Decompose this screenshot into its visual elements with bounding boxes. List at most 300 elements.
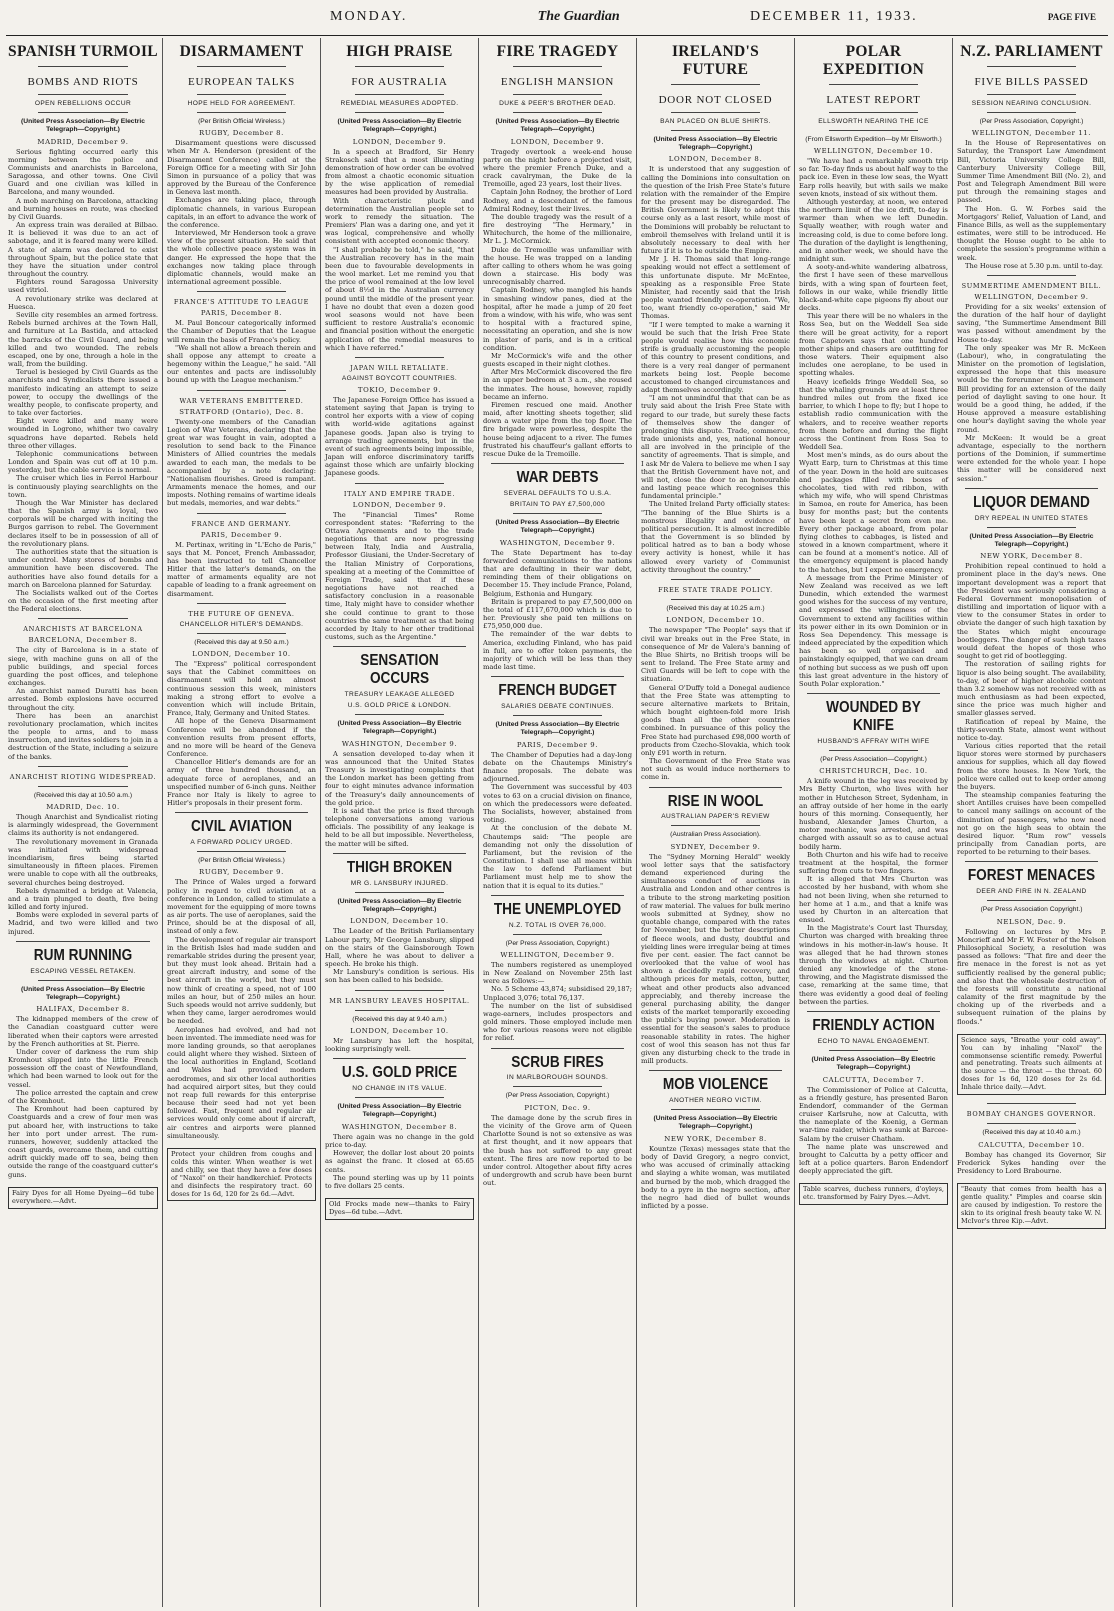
article-dateline: BARCELONA, December 8.: [28, 636, 138, 645]
article: [167, 603, 316, 807]
article-subhead: HUSBAND'S AFFRAY WITH WIFE: [817, 737, 930, 745]
article-headline: THIGH BROKEN: [346, 858, 453, 876]
article-paragraph: The pound sterling was up by 11 points to five dollars 25 cents.: [325, 1173, 474, 1190]
article-headline: FRENCH BUDGET: [498, 682, 617, 700]
article-paragraph: A knife wound in the leg was received by Mrs Betty Churton, who lives with her mother in Hutcheson Street, Sydenham, in an affray outside of her home in the early hours of this morning. Consequently, her husband, Alexander James Churton, a motor mechanic, was arrested, and was charged with assault so as to cause actual bodily harm.: [799, 777, 948, 851]
headline-rule: [513, 94, 602, 95]
article-paragraph: The revolutionary movement in Granada was initiated with widespread incendiarism, fires being started simultaneously in fifteen places. Firemen were unable to cope with all the outbreaks, several churches being destroyed.: [8, 837, 158, 887]
wire-credit: (United Press Association—By Electric Telegraph—Copyright.): [653, 1115, 778, 1131]
article-paragraph: The cruiser which lies in Ferrol Harbour is continuously playing searchlights on the town.: [8, 474, 158, 499]
article: [8, 766, 158, 936]
article-headline: JAPAN WILL RETALIATE.: [350, 363, 449, 372]
article-paragraph: Following on lectures by Mrs P. Moncrieff and Mr F. W. Foster of the Nelson Philosophical Society, a resolution was passed as follows: "That fire and deer the fire menace in the forest is not as yet sufficiently realised by the general public; and also that the wholesale destruction of the forests will constitute a national calamity of the first magnitude by the choking up of the riverbeds and a subsequent ruination of the plains by floods.": [957, 927, 1106, 1026]
article-paragraph: With characteristic pluck and determination the Australian people set to work to remedy the situation. The Premiers' Plan was a daring one, and yet it was logical, comprehensive and wholly consistent with accepted economic theory.: [325, 196, 474, 246]
article-paragraph: A revolutionary strike was declared at Huesca.: [8, 294, 158, 311]
article-paragraph: Under cover of darkness the rum ship Kromhout slipped into the little French possession off the coast of Newfoundland, which had been warned to look out for the vessel.: [8, 1047, 158, 1089]
article-headline: FRIENDLY ACTION: [812, 1016, 935, 1034]
article-subhead: NO CHANGE IN ITS VALUE.: [352, 1085, 447, 1093]
article-divider: [491, 895, 624, 896]
article-divider: [355, 483, 444, 484]
article-paragraph: Tragedy overtook a week-end house party on the night before a projected visit, where the premier French Duke, and a crack cavalryman, the Duke de la Tremoille, aged 23 years, lost their lives.: [483, 147, 632, 189]
wire-credit: (Australian Press Association).: [670, 831, 761, 839]
news-columns: [4, 38, 1110, 1607]
wire-credit: (United Press Association—By Electric Telegraph—Copyright.): [495, 721, 620, 737]
article: [483, 43, 632, 458]
article-dateline: TOKIO, December 9.: [357, 385, 442, 394]
credit-rule: [829, 1050, 918, 1051]
article: [325, 990, 474, 1054]
article-divider: [355, 990, 444, 991]
advertisement: "Beauty that comes from health has a gentle quality." Pimples and coarse skin are caused by indigestion. To restore the skin to its original fresh beauty take W. N. McIvor's three Kip.—Advt.: [957, 1183, 1106, 1229]
credit-rule: [197, 633, 286, 634]
article-subhead: OPEN REBELLIONS OCCUR: [34, 99, 132, 107]
article-headline: MOB VIOLENCE: [662, 1076, 769, 1094]
wire-credit: (United Press Association—By Electric Telegraph—Copyright.): [337, 719, 462, 736]
article-dateline: LONDON, December 10.: [192, 650, 291, 659]
article-headline: WAR VETERANS EMBITTERED.: [179, 396, 304, 405]
article-headline: U.S. GOLD PRICE: [341, 1064, 458, 1082]
article-divider: [987, 275, 1076, 276]
article-dateline: WASHINGTON, December 9.: [341, 739, 458, 748]
article-divider: [38, 618, 128, 619]
credit-rule: [355, 1010, 444, 1011]
article-deck: ENGLISH MANSION: [500, 75, 615, 88]
wire-credit: (United Press Association—By Electric Telegraph—Copyright.): [21, 117, 145, 134]
article-dateline: WELLINGTON, December 10.: [813, 147, 934, 155]
article-headline: SCRUB FIRES: [511, 1053, 604, 1071]
article-headline: N.Z. PARLIAMENT: [960, 43, 1103, 60]
article-headline: FRANCE AND GERMANY.: [191, 519, 292, 528]
wire-credit: (United Press Association—By Electric Telegraph—Copyright.): [337, 1103, 462, 1119]
article-dateline: WASHINGTON, December 8.: [341, 1122, 458, 1131]
article-headline: MR LANSBURY LEAVES HOSPITAL.: [329, 996, 470, 1005]
credit-rule: [671, 599, 760, 600]
article-dateline: NELSON, Dec. 9.: [996, 917, 1067, 926]
article-paragraph: The Kromhout had been captured by Coastguards and a crew of four men was put aboard her, with instructions to take her into port under arrest. The rum-runners, however, suddenly attacked the coast guards, overcame them, and cutting adrift quickly made off to sea, being then outside the range of the coastguard cutter's guns.: [8, 1105, 158, 1179]
wire-credit: (United Press Association—By Electric Telegraph—Copyright.): [969, 532, 1094, 548]
article-paragraph: The United Ireland Party officially states: "The banning of the Blue Shirts is a monstrous illegality and evidence of political persecution. It is almost incredible that the Government is so blinded by political hatred as to ban a body whose every activity is honest, while it has allowed every variety of Communist activity throughout the country.": [641, 500, 790, 574]
article-paragraph: Captain John Rodney, the brother of Lord Rodney, and a descendant of the famous Admiral Rodney, lost their lives.: [483, 188, 632, 213]
article-divider: [491, 1048, 624, 1049]
credit-rule: [513, 112, 602, 113]
headline-rule: [355, 94, 444, 95]
article-dateline: MADRID, December 9.: [37, 137, 129, 146]
article-paragraph: "I shall probably be told," he said, "that the Australian recovery has in the main been due to favourable developments in the wool market. Let me remind you that the price of wool remained at the low level of about 8½d in the Australian currency pound until the middle of the present year. I have no doubt that even a dozen good wool seasons would not have been sufficient to restore Australia's economic and financial position without the energetic application of the remedial measures to which I have referred.": [325, 245, 474, 352]
article-paragraph: In the Magistrate's Court last Thursday, Churton was charged with breaking three windows in his mother-in-law's house. It was alleged that he had thrown stones through the windows at night. Churton denied any knowledge of the stone-throwing, and the Magistrate dismissed the case, remarking at the same time, that there was evidently a good deal of feeling between the parties.: [799, 924, 948, 1006]
wire-credit: (Per British Official Wireless.): [198, 117, 285, 125]
article-subhead: AGAINST BOYCOTT COUNTRIES.: [341, 374, 458, 382]
article-paragraph: A mob marching on Barcelona, attacking and burning houses en route, was checked by Civil Guards.: [8, 196, 158, 221]
credit-rule: [513, 934, 602, 935]
article-paragraph: Heavy icefields fringe Weddell Sea, so that the whaling grounds are at least three hundred miles out from the fixed ice barrier, to which I hope to fly; but I hope to establish radio communication with the whalers, and to receive weather reports from them before and during the flight across the Continent from Ross Sea to Weddell Sea.: [799, 377, 948, 452]
wire-credit: (Received this day at 10.50 a.m.): [33, 791, 133, 799]
article-paragraph: The Japanese Foreign Office has issued a statement saying that Japan is trying to control her exports with a view of coping with world-wide agitations against Japanese goods. Japan also is trying to arrange trading agreements, but in the event of such agreements being impossible, Japan will enforce discriminatory tariffs against those which are unfairly blocking Japanese goods.: [325, 395, 474, 478]
advertisement: Science says, "Breathe your cold away". You can by inhaling "Naxol" the commonsense scientific remedy. Powerful and penetrating. Treats such ailments at the source — the throat — the throat. 60 doses for 1s 6d, 120 doses for 2s 6d. Inhale thrice daily.—Advt.: [957, 1034, 1106, 1095]
article-divider: [965, 861, 1098, 862]
article-divider: [197, 291, 286, 292]
article-paragraph: An anarchist named Duratti has been arrested. Bomb explosions have occurred throughout the city.: [8, 687, 158, 712]
headline-rule: [671, 84, 760, 85]
headline-rule: [987, 66, 1076, 67]
article-headline: ITALY AND EMPIRE TRADE.: [343, 489, 456, 498]
credit-rule: [197, 112, 286, 113]
article-paragraph: Mr Lansbury's condition is serious. His son has been called to his bedside.: [325, 968, 474, 985]
article: [325, 483, 474, 642]
wire-credit: (United Press Association—By Electric Telegraph—Copyright.): [495, 117, 620, 134]
article-paragraph: Though the War Minister has declared that the Spanish army is loyal, two corporals will be charged with inciting the Burgos garrison to rebel. The Government declares itself to be in possession of all of the revolutionary plans.: [8, 498, 158, 548]
article-headline: SPANISH TURMOIL: [8, 43, 158, 60]
article-paragraph: Both Churton and his wife had to receive treatment at the hospital, the former suffering from cuts to two fingers.: [799, 850, 948, 876]
headline-rule: [197, 94, 286, 95]
wire-credit: (Per Press Association, Copyright.): [505, 939, 610, 947]
article-paragraph: M. Paul Boncour categorically informed the Chamber of Deputies that the League will remain the basis of France's policy.: [167, 319, 316, 344]
article-paragraph: It is alleged that Mrs Churton was accosted by her husband, with whom she had not been living, when she returned to her home at 1 a.m., and that a knife was used by Churton in an altercation that ensued.: [799, 875, 948, 925]
article-paragraph: General O'Duffy told a Donegal audience that the Free State was attempting to secure alternative markets to Britain, which bought eighteen-fold more Irish goods than all the other countries combined. In pursuance of this policy the Free State had purchased £98,000 worth of products from Czecho-Slovakia, which took only £91 worth in return.: [641, 683, 790, 757]
article-paragraph: The police arrested the captain and crew of the Kromhout.: [8, 1088, 158, 1105]
wire-credit: (Received this day at 10.25 a.m.): [666, 604, 765, 612]
article-paragraph: Fighters round Saragossa University used vitriol.: [8, 278, 158, 295]
article-headline: SUMMERTIME AMENDMENT BILL.: [961, 281, 1102, 290]
article-dateline: NEW YORK, December 8.: [664, 1134, 767, 1143]
article-paragraph: The restoration of sailing rights for liquor is also being sought. The availability, to-day, of beer of higher alcoholic content than 3.2 somehow was not received with as much enthusiasm as had been expected, since the price was much higher and smaller glasses served.: [957, 660, 1106, 718]
article-paragraph: "We have had a remarkably smooth trip so far. To-day finds us about half way to the pack ice. Even in these low seas, the Wyatt Earp rolls heavily, but with sails we make seven knots, instead of six without them.: [799, 157, 948, 198]
credit-rule: [513, 513, 602, 514]
article-subhead: BAN PLACED ON BLUE SHIRTS.: [660, 117, 771, 125]
article-paragraph: The kidnapped members of the crew of the Canadian coastguard cutter were liberated when their captors were arrested by the French authorities at St. Pierre.: [8, 1015, 158, 1048]
wire-credit: (Per Press Association—Copyright.): [820, 755, 927, 763]
article-dateline: STRATFORD (Ontario), Dec. 8.: [179, 407, 304, 416]
article-paragraph: "We shall not allow a breach therein and shall oppose any attempt to create a hegemony within the League," he said. "All our ententes and pacts are indissolubly bound up with the League mechanism.": [167, 343, 316, 385]
article-paragraph: Although yesterday, at noon, we entered the northern limit of the ice drift, to-day is warmer than when we left Dunedin. Squally weather, with rough water and increasing cold, is due to come before long. The duration of the daylight is lengthening, and in another week, we should have the midnight sun.: [799, 197, 948, 264]
wire-credit: (United Press Association—By Electric Telegraph—Copyright.): [811, 1055, 936, 1072]
article-divider: [333, 646, 466, 647]
article-dateline: CHRISTCHURCH, Dec. 10.: [819, 767, 928, 776]
article-divider: [807, 693, 940, 694]
article-deck: LATEST REPORT: [826, 93, 921, 106]
article-divider: [16, 941, 150, 942]
article-paragraph: No. 5 Scheme 43,874; subsidised 29,187; Unplaced 3,076; total 76,137.: [483, 985, 632, 1002]
article-paragraph: There has been an anarchist revolutionary proclamation, which incites the people to arms, and to mass insurrection, and invites soldiers to join in a destruction of the State, including a seizure of the banks.: [8, 711, 158, 761]
credit-rule: [38, 786, 128, 787]
article-divider: [333, 853, 466, 854]
credit-rule: [671, 130, 760, 131]
article-paragraph: An express train was derailed at Bilbao. It is believed it was due to an act of sabotage, and it is feared many were killed. A state of alarm was declared to exist throughout Spain, but the police state that they have the situation under control throughout the country.: [8, 221, 158, 279]
article: [325, 853, 474, 985]
headline-rule: [513, 66, 602, 67]
article-subhead-2: U.S. GOLD PRICE & LONDON.: [347, 701, 452, 709]
wire-credit: (United Press Association—By Electric Telegraph—Copyright.): [21, 985, 145, 1001]
credit-rule: [38, 980, 128, 981]
article-paragraph: The Chamber of Deputies had a day-long debate on the Chautemps Ministry's finance proposals. The debate was adjourned.: [483, 750, 632, 784]
article-paragraph: Britain is prepared to pay £7,500,000 on the total of £117,670,000 which is due to her. Previously she paid ten millions on £75,950,000 due.: [483, 597, 632, 631]
article-dateline: PICTON, Dec. 9.: [524, 1103, 591, 1112]
credit-rule: [829, 130, 918, 131]
article-paragraph: There again was no change in the gold price to-day.: [325, 1132, 474, 1149]
wire-credit: (Per Press Association Copyright.): [980, 906, 1083, 914]
article-paragraph: Bombay has changed its Governor, Sir Frederick Sykes handing over the Presidency to Lord Brabourne.: [957, 1150, 1106, 1175]
article-paragraph: The authorities state that the situation is under control. Many stores of bombs and ammunition have been discovered. The authorities have also found details for a march on Barcelona planned for Saturday.: [8, 547, 158, 589]
article-paragraph: The newspaper "The People" says that if civil war breaks out in the Free State, in consequence of Mr de Valera's banning of the Blue Shirts, no British troops will be sent to Ireland. The Free State army and Civil Guards will be left to cope with the situation.: [641, 626, 790, 684]
article-divider: [197, 603, 286, 604]
wire-credit: (United Press Association—By Electric Telegraph—Copyright.): [653, 135, 778, 151]
article-paragraph: The double tragedy was the result of a fire destroying "The Hermary," in Whitechurch, the home of the millionaire, Mr L. J. McCormick.: [483, 212, 632, 246]
wire-credit: (Received this day at 9.50 a.m.): [194, 638, 289, 646]
article-paragraph: Chancellor Hitler's demands are for an army of three hundred thousand, an adequate force of aeroplanes, and an unspecified number of 6-inch guns. Neither France nor Italy is likely to agree to Hitler's proposals in their present form.: [167, 758, 316, 808]
credit-rule: [829, 750, 918, 751]
article-paragraph: The House rose at 5.30 p.m. until to-day.: [965, 261, 1104, 270]
article-paragraph: Serious fighting occurred early this morning between the police and Communists and anarchists in Barcelona, Saragossa, and other towns. One Civil Guard and one civilian was killed in Barcelona, and many wounded.: [8, 147, 158, 197]
headline-rule: [197, 66, 286, 67]
article-headline: THE UNEMPLOYED: [493, 900, 622, 918]
article: [799, 43, 948, 688]
article-paragraph: Mr Lansbury has left the hospital, looking surprisingly well.: [325, 1036, 474, 1054]
article-paragraph: M. Pertinax, writing in "L'Echo de Paris," says that M. Poncet, French Ambassador, has been instructed to tell Chancellor Hitler that the latter's demands, on the matter of armaments equality are not capable of leading to a frank agreement on disarmament.: [167, 540, 316, 598]
article-paragraph: The steamship companies featuring the short Antilles cruises have been compelled to cancel many sailings on account of the diminution of passengers, who now need not go on the high seas to obtain the desired liquor. "Rum row" vessels principally from Canadian ports, are reported to be returning to their bases.: [957, 791, 1106, 857]
article-headline: RUM RUNNING: [33, 946, 133, 964]
credit-rule: [513, 1086, 602, 1087]
credit-rule: [355, 112, 444, 113]
article-paragraph: Twenty-one members of the Canadian Legion of War Veterans, declaring that the great war was fought in vain, adopted a resolution to send back to the Finance Ministers of Allied countries the medals awarded to each man, the medals to be accompanied by a note declaring: "Nationalism flourishes. Greed is rampant. Armaments menace the homes, and our imposts. Nothing remains of wartime ideals but medals, memories, and war debts.": [167, 417, 316, 508]
article-paragraph: Ratification of repeal by Maine, the thirty-seventh State, almost went without notice to-day.: [957, 717, 1106, 742]
article-paragraph: Firemen rescued one maid. Another maid, after knotting sheets together, slid down a water pipe from the top floor. The fire brigade were powerless, despite the house being adjacent to a river. The fumes frustrated his chauffeur's gallant efforts to rescue Duke de la Tremoille.: [483, 400, 632, 458]
article-paragraph: The "Sydney Morning Herald" weekly wool letter says that the satisfactory demand experienced during the simultaneous conduct of auctions in Australia and London and other centres is a tribute to the strong marketing position of raw material. The values for bulk merino wools submitted at Sydney, show no quotable change, compared with the rates for November, but the better descriptions of fleece wools, and dusty, doubtful and yielding lines were irregular being at times five per cent. easier. The fact cannot be overlooked that the value of wool has shown a decidedly rapid recovery, and although prices for metals, cotton, butter, wheat and other products also advanced appreciably, and thereby increase the general purchasing ability, the danger exists of the market temporarily exceeding the public's buying power. Moderation is essential for the season's sales to produce reasonable stability in rates. The higher cost of wool this season has not thus far given any disturbing check to the trade in mill products.: [641, 852, 790, 1066]
article: [167, 513, 316, 598]
news-column-1: [4, 38, 162, 1607]
headline-rule: [829, 112, 918, 113]
article-divider: [491, 463, 624, 464]
article-headline: BOMBAY CHANGES GOVERNOR.: [966, 1110, 1097, 1119]
article-subhead: N.Z. TOTAL IS OVER 76,000.: [508, 921, 607, 929]
credit-rule: [987, 112, 1076, 113]
article-paragraph: The number on the list of subsidised wage-earners, includes prospectors and gold miners. Those employed include men who for various reasons were not eligible for relief.: [483, 1001, 632, 1043]
article-headline: LIQUOR DEMAND: [973, 493, 1090, 511]
article: [325, 1058, 474, 1190]
article-dateline: LONDON, December 9.: [510, 137, 605, 146]
article-divider: [355, 357, 444, 358]
article-paragraph: Duke de Tremoille was unfamiliar with the house. He was trapped on a landing after calling to others whom he was going down a staircase. His body was unrecognisably charred.: [483, 245, 632, 287]
article-paragraph: In the House of Representatives on Saturday, the Transport Law Amendment Bill, Victoria University College Bill, Canterbury University College Bill, Summer Time Amendment Bill (No. 2), and Post and Telegraph Amendment Bill were put through the remaining stages and passed.: [957, 139, 1106, 205]
article-divider: [197, 390, 286, 391]
article-dateline: WELLINGTON, December 9.: [974, 292, 1089, 301]
article-subhead: SESSION NEARING CONCLUSION.: [971, 99, 1092, 107]
article-subhead: CHANCELLOR HITLER'S DEMANDS.: [179, 620, 304, 628]
article-paragraph: A message from the Prime Minister of New Zealand was received as we left Dunedin, which extended the warmest good wishes for the success of my venture, and expressed the willingness of the Government to extend any facilities within its power either in its own Dominion or in Ross Sea Dependency. This message is indeed appreciated by the expedition which has been so well organised and painstakingly equipped, that we can dream of nothing but success as we push off upon this last great adventure in the history of South Polar exploration.": [799, 573, 948, 688]
article-deck: BOMBS AND RIOTS: [27, 75, 139, 88]
masthead-day: MONDAY.: [330, 9, 408, 24]
advertisement: Table scarves, duchess runners, d'oyleys, etc. transformed by Fairy Dyes.—Advt.: [799, 1183, 948, 1205]
credit-rule: [38, 112, 128, 113]
article: [799, 693, 948, 1006]
article-paragraph: The city of Barcelona is in a state of siege, with machine guns on all of the public buildings, and special forces guarding the post offices, and telephone exchanges.: [8, 646, 158, 688]
article-divider: [649, 787, 782, 788]
article-dateline: WELLINGTON, December 9.: [500, 950, 615, 959]
article-paragraph: Mr McKeen: It would be a great advantage, especially to the northern portions of the Dominion, if summertime were extended for the whole year. I hope this matter will be considered next session.": [957, 433, 1106, 483]
article-dateline: LONDON, December 8.: [668, 155, 763, 164]
headline-rule: [829, 84, 918, 85]
credit-rule: [671, 1109, 760, 1110]
article-dateline: WASHINGTON, December 9.: [499, 538, 616, 547]
article-headline: RISE IN WOOL: [667, 792, 764, 810]
article-headline: HIGH PRAISE: [346, 43, 453, 60]
article-deck: FOR AUSTRALIA: [351, 75, 448, 88]
article-deck: FIVE BILLS PASSED: [974, 75, 1089, 88]
article: [325, 43, 474, 352]
article-divider: [333, 1058, 466, 1059]
article: [8, 941, 158, 1179]
article-dateline: WELLINGTON, December 11.: [971, 129, 1092, 138]
article-paragraph: It is said that the price is fixed through telephone conversations among various officials. The possibility of any leakage is held to be all but impossible. Nevertheless, the matter will be sifted.: [325, 806, 474, 848]
masthead: [0, 0, 1114, 34]
article-paragraph: The Hon. G. W. Forbes said the Mortgagors' Relief, Valuation of Land, and Finance Bills, as well as the supplementary estimates, were still to be introduced. He thought the House ought to be able to complete the session's programme within a week.: [957, 204, 1106, 262]
article-paragraph: All hope of the Geneva Disarmament Conference will be abandoned if the convention results from present efforts, and no more will be heard of the Geneva Conference.: [167, 717, 316, 759]
article-subhead: IN MARLBOROUGH SOUNDS.: [506, 1074, 609, 1082]
news-column-6: [794, 38, 952, 1607]
masthead-page-number: PAGE FIVE: [1047, 12, 1096, 22]
article-divider: [197, 513, 286, 514]
article-paragraph: Teruel is besieged by Civil Guards as the anarchists and Syndicalists there issued a manifesto indicating an attempt to seize power, to occupy the dwellings of the wealthy people, to confiscate property, and to take over factories.: [8, 368, 158, 418]
article-dateline: LONDON, December 9.: [352, 137, 447, 146]
article: [483, 1048, 632, 1188]
article-deck: EUROPEAN TALKS: [188, 75, 295, 88]
article-subhead: SALARIES DEBATE CONTINUES.: [501, 703, 614, 711]
article: [167, 812, 316, 1140]
article-dateline: PARIS, December 9.: [516, 740, 599, 749]
article-paragraph: At the conclusion of the debate M. Chautemps said: "The people are demanding not only the dissolution of Parliament, but the revision of the Constitution. I shall use all means within the law to defend Parliament but Parliament must help me to show the nation that it is equal to its duties.": [483, 824, 632, 890]
article-divider: [965, 488, 1098, 489]
article-divider: [671, 579, 760, 580]
advertisement: Fairy Dyes for all Home Dyeing—6d tube everywhere.—Advt.: [8, 1187, 158, 1209]
article: [957, 43, 1106, 270]
wire-credit: (Received this day at 9.40 a.m.): [352, 1015, 447, 1023]
article: [641, 43, 790, 574]
article-headline: ANARCHIST RIOTING WIDESPREAD.: [9, 772, 157, 781]
article-paragraph: Mr McCormick's wife and the other guests escaped in their night clothes.: [483, 351, 632, 369]
wire-credit: (Per Press Association, Copyright.): [505, 1092, 610, 1100]
article-subhead: ESCAPING VESSEL RETAKEN.: [30, 967, 136, 975]
article-headline: THE FUTURE OF GENEVA.: [188, 609, 295, 618]
article-headline: SENSATION OCCURS: [360, 652, 439, 688]
article-subhead: DUKE & PEER'S BROTHER DEAD.: [499, 99, 616, 107]
article-dateline: SYDNEY, December 9.: [670, 842, 761, 851]
headline-rule: [355, 66, 444, 67]
article-dateline: HALIFAX, December 8.: [36, 1005, 130, 1014]
article: [8, 43, 158, 613]
article-paragraph: Aeroplanes had evolved, and had not been invented. The immediate need was for more landing grounds, so that aeroplanes could alight where they wished. Sixteen of the local authorities in England, Scotland and Wales had provided modern aerodromes, and six other local authorities had acquired airport sites, but they could not reap full rewards for this enterprise because their seed had not yet been followed. Fast, frequent and regular air services would only come about if aircraft, air centres and airports were planned simultaneously.: [167, 1025, 316, 1140]
article-paragraph: It is understood that any suggestion of calling the Dominions into consultation on the question of the Irish Free State's future relation with the remainder of the Empire for the present may be disregarded. The British Government is likely to adopt this course only as a last resort, while most of the Dominions will probably be reluctant to embroil themselves with Ireland until it is absolutely necessary to deal with her future if it is to be outside the Empire.: [641, 165, 790, 256]
article-subhead: DEER AND FIRE IN N. ZEALAND: [976, 888, 1087, 896]
article-dateline: RUGBY, December 8.: [199, 129, 284, 138]
article-headline: CIVIL AVIATION: [190, 818, 293, 836]
article: [167, 43, 316, 286]
article-subhead: SEVERAL DEFAULTS TO U.S.A.: [503, 489, 612, 497]
article-paragraph: The State Department has to-day forwarded communications to the nations that are defaulting in their war debt, reminding them of their obligations on December 15. They include France, Poland, Belgium, Esthonia and Hungary.: [483, 548, 632, 598]
article-dateline: PARIS, December 9.: [200, 530, 283, 539]
article-paragraph: A sensation developed to-day when it was announced that the United States Treasury is investigating complaints that the London market has been getting from four to eight minutes advance information of the Treasury's daily announcements of the gold price.: [325, 749, 474, 807]
article: [483, 463, 632, 671]
wire-credit: (Per Press Association, Copyright.): [979, 117, 1084, 125]
credit-rule: [513, 715, 602, 716]
article-paragraph: The damage done by the scrub fires in the vicinity of the Grove arm of Queen Charlotte Sound is not so extensive as was at first thought, and it now appears that the bush has not suffered to any great extent. The fires are now reported to be under control. Altogether about fifty acres of undergrowth and scrub have been burnt out.: [483, 1113, 632, 1188]
article: [641, 1070, 790, 1210]
article-divider: [491, 676, 624, 677]
article-deck: DOOR NOT CLOSED: [658, 93, 773, 106]
article-paragraph: The Government of the Free State was not such as would induce northerners to come in.: [641, 757, 790, 782]
masthead-date: DECEMBER 11, 1933.: [749, 9, 918, 24]
article-paragraph: Rebels dynamited a bridge at Valencia, and a train plunged to death, five being killed and forty injured.: [8, 886, 158, 912]
article-paragraph: The Commissioner of Police at Calcutta, as a friendly gesture, has presented Baron Endendorf, commander of the German cruiser Karlsruhe, now at Calcutta, with the nameplate of the Koenig, a German war-time raider, which was sunk at Barcee-Salam by the cruiser Chatham.: [799, 1085, 948, 1143]
article-paragraph: Captain Rodney, who mangled his hands in smashing window panes, died at the hospital, after he made a jump of 20 feet from a window, with his wife, who was sent to hospital with a fractured spine, necessitating an operation, and she is now in plaster of paris, and is in a critical condition.: [483, 286, 632, 352]
article-paragraph: Kountze (Texas) messages state that the body of David Gregory, a negro convict, who was accused of criminally attacking and slaying a white woman, was mutilated and burned by the mob, which dragged the body to a pyre in the negro section, after the negro had died of bullet wounds inflicted by a posse.: [641, 1144, 790, 1211]
article-subhead: A FORWARD POLICY URGED.: [190, 839, 293, 847]
article-divider: [987, 1103, 1076, 1104]
article: [799, 1011, 948, 1175]
article-divider: [807, 1011, 940, 1012]
credit-rule: [987, 527, 1076, 528]
wire-credit: (United Press Association—By Electric Telegraph—Copyright.): [495, 518, 620, 535]
article-dateline: LONDON, December 10.: [350, 1026, 449, 1035]
article-paragraph: Interviewed, Mr Henderson took a grave view of the present situation. He said that the whole collective peace system was in danger. He expressed the hope that the exchanges now taking place through diplomatic channels, would make an international agreement possible.: [167, 229, 316, 287]
article-paragraph: A sooty-and-white wandering albatross, the first I have seen of these marvellous birds, with a wing span of fourteen feet, follows in our wake, while friendly little black-and-white cape pigeons fly about our decks.: [799, 263, 948, 313]
article-headline: FIRE TRAGEDY: [496, 43, 619, 60]
article-paragraph: The name plate was unscrewed and brought to Calcutta by a petty officer and left at a police quarters. Baron Endendorf deeply appreciated the gift.: [799, 1142, 948, 1176]
article-divider: [175, 812, 308, 813]
article-headline: FRANCE'S ATTITUDE TO LEAGUE: [173, 298, 310, 307]
article-dateline: NEW YORK, December 8.: [980, 552, 1083, 561]
article-dateline: CALCUTTA, December 10.: [978, 1140, 1085, 1149]
article-subhead: MR G. LANSBURY INJURED.: [350, 879, 449, 887]
news-column-7: [952, 38, 1110, 1607]
article: [483, 895, 632, 1043]
article-headline: IRELAND'S FUTURE: [671, 43, 760, 78]
wire-credit: (Per British Official Wireless.): [198, 857, 285, 865]
article-paragraph: The "Express" political correspondent says that the Cabinet committees on disarmament will hold an almost continuous session this week, ministers making a strong effort to evolve a convention which will include Britain, France, Italy, Germany and United States.: [167, 660, 316, 718]
headline-rule: [38, 66, 128, 67]
article: [325, 646, 474, 847]
article-paragraph: The Leader of the British Parliamentary Labour party, Mr George Lansbury, slipped on the stairs of the Gainsborough Town Hall, where he was about to deliver a speech. He broke his thigh.: [325, 927, 474, 969]
advertisement: Old Frocks made new—thanks to Fairy Dyes—6d tube.—Advt.: [325, 1198, 474, 1220]
article-subhead: REMEDIAL MEASURES ADOPTED.: [340, 99, 459, 107]
headline-rule: [38, 94, 128, 95]
credit-rule: [987, 900, 1076, 901]
article-paragraph: "If I were tempted to make a warning it would be such that the Irish Free State people would realise how this economic strife is gradually accustoming the people of this country to present conditions, and there is a very real danger of permanent markets being lost. People become accustomed to changed circumstances and adapt themselves accordingly.: [641, 320, 790, 395]
article-paragraph: Disarmament questions were discussed when Mr A. Henderson (president of the Disarmament Conference) called at the Foreign Office for a meeting with Sir John Simon in pursuance of a policy that was approved by the Bureau of the Conference in Geneva last month.: [167, 139, 316, 197]
article-paragraph: Mr J. H. Thomas said that long-range speaking would not effect a settlement of this unfortunate dispute. Mr McEntee, speaking as a responsible Free State Minister, had recently said that the Irish people wanted friendly co-operation. "We, too, want friendly co-operation," said Mr Thomas.: [641, 255, 790, 321]
credit-rule: [671, 825, 760, 826]
wire-credit: (From Ellsworth Expedition—by Mr Ellsworth.): [805, 135, 942, 143]
article-headline: ANARCHISTS AT BARCELONA: [23, 625, 143, 634]
article-dateline: LONDON, December 9.: [352, 500, 447, 509]
credit-rule: [355, 892, 444, 893]
article-paragraph: After Mrs McCormick discovered the fire in an upper bedroom at 3 a.m., she roused the inmates. The house, however, rapidly became an inferno.: [483, 368, 632, 401]
article: [641, 579, 790, 782]
news-column-4: [478, 38, 636, 1607]
article-dateline: CALCUTTA, December 7.: [822, 1075, 925, 1084]
news-column-2: [162, 38, 320, 1607]
article-subhead: DRY REPEAL IN UNITED STATES: [974, 514, 1089, 522]
wire-credit: (United Press Association—By Electric Telegraph—Copyright.): [337, 117, 462, 134]
article: [957, 861, 1106, 1025]
article-paragraph: In a speech at Bradford, Sir Henry Strakosch said that a most illuminating demonstration of how order can be evolved from almost a chaotic economic situation by the wise application of remedial measures had been provided by Australia.: [325, 147, 474, 197]
article: [8, 618, 158, 760]
article-dateline: PARIS, December 8.: [200, 309, 283, 318]
article: [167, 291, 316, 384]
article-headline: FREE STATE TRADE POLICY.: [658, 585, 773, 594]
article-headline: WAR DEBTS: [516, 469, 599, 487]
masthead-paper-name: The Guardian: [537, 9, 620, 24]
article-subhead: TREASURY LEAKAGE ALLEGED: [344, 690, 455, 698]
article-dateline: MADRID, Dec. 10.: [46, 803, 120, 812]
article-paragraph: The Prince of Wales urged a forward policy in regard to civil aviation at a conference in London, called to stimulate a movement for the equipping of more towns as air ports. The use of aeroplanes, said the Prince, should be at the disposal of all, instead of only a few.: [167, 878, 316, 936]
